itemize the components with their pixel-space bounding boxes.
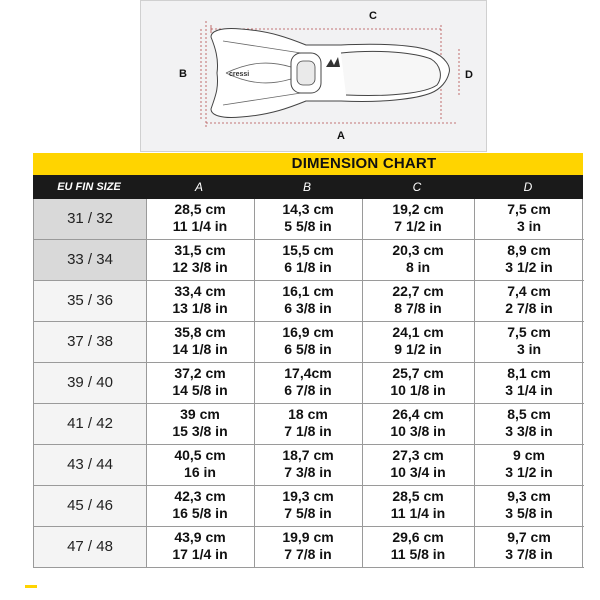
value-cm: 28,5 cm — [392, 488, 444, 504]
dimension-label-c: C — [369, 10, 377, 22]
dimension-cell-d — [474, 445, 584, 485]
fin-size-cell: 33 / 34 — [34, 240, 147, 280]
dimension-cell-b — [254, 240, 363, 280]
value-in: 3 1/2 in — [505, 464, 553, 480]
value-cm: 15,5 cm — [282, 242, 334, 258]
value-in: 13 1/8 in — [172, 300, 228, 316]
dimension-cell-c — [362, 527, 475, 567]
value-in: 10 3/4 in — [390, 464, 446, 480]
dimension-cell-d — [474, 486, 584, 526]
value-in: 15 3/8 in — [172, 423, 228, 439]
value-in: 8 in — [405, 259, 431, 275]
value-in: 7 1/2 in — [394, 218, 442, 234]
dimension-cell-a — [146, 240, 255, 280]
dimension-cell-a — [146, 445, 255, 485]
dimension-cell-d — [474, 363, 584, 403]
value-cm: 33,4 cm — [174, 283, 226, 299]
value-in: 3 7/8 in — [505, 546, 553, 562]
value-in: 14 1/8 in — [172, 341, 228, 357]
dimension-label-a: A — [337, 130, 345, 142]
header-c: C — [412, 180, 422, 194]
fin-size-cell: 41 / 42 — [34, 404, 147, 444]
dimension-cell-d — [474, 281, 584, 321]
value-in: 7 1/8 in — [284, 423, 332, 439]
dimension-cell-b — [254, 527, 363, 567]
value-in: 8 7/8 in — [394, 300, 442, 316]
header-d: D — [523, 180, 533, 194]
header-eu-fin-size: EU FIN SIZE — [57, 181, 121, 193]
dimension-cell-a — [146, 281, 255, 321]
value-in: 3 3/8 in — [505, 423, 553, 439]
value-in: 6 1/8 in — [284, 259, 332, 275]
value-cm: 19,3 cm — [282, 488, 334, 504]
value-cm: 35,8 cm — [174, 324, 226, 340]
dimension-label-b: B — [179, 68, 187, 80]
value-in: 11 5/8 in — [390, 546, 446, 562]
dimension-cell-c — [362, 281, 475, 321]
value-cm: 7,4 cm — [507, 283, 551, 299]
value-in: 6 5/8 in — [284, 341, 332, 357]
value-in: 7 5/8 in — [284, 505, 332, 521]
value-in: 3 1/2 in — [505, 259, 553, 275]
fin-size-cell: 45 / 46 — [34, 486, 147, 526]
table-row — [34, 404, 584, 445]
header-row — [33, 175, 583, 199]
value-in: 7 7/8 in — [284, 546, 332, 562]
dimension-cell-c — [362, 240, 475, 280]
value-cm: 25,7 cm — [392, 365, 444, 381]
value-in: 10 1/8 in — [390, 382, 446, 398]
dimension-cell-c — [362, 445, 475, 485]
dimension-cell-b — [254, 281, 363, 321]
value-cm: 19,2 cm — [392, 201, 444, 217]
dimension-cell-a — [146, 527, 255, 567]
value-cm: 9 cm — [513, 447, 545, 463]
value-cm: 43,9 cm — [174, 529, 226, 545]
value-in: 6 3/8 in — [284, 300, 332, 316]
fin-size-cell: 31 / 32 — [34, 199, 147, 239]
table-row — [34, 199, 584, 240]
value-in: 16 in — [184, 464, 216, 480]
accent-mark — [25, 585, 37, 588]
fin-size-cell: 37 / 38 — [34, 322, 147, 362]
value-cm: 24,1 cm — [392, 324, 444, 340]
dimension-label-d: D — [465, 69, 473, 81]
dimension-cell-a — [146, 322, 255, 362]
dimension-cell-d — [474, 199, 584, 239]
brand-logo-text: cressi — [229, 71, 250, 78]
dimension-cell-c — [362, 199, 475, 239]
fin-outline-illustration — [141, 1, 486, 151]
value-in: 3 1/4 in — [505, 382, 553, 398]
dimension-cell-b — [254, 404, 363, 444]
value-cm: 14,3 cm — [282, 201, 334, 217]
value-in: 16 5/8 in — [172, 505, 228, 521]
value-in: 7 3/8 in — [284, 464, 332, 480]
value-cm: 40,5 cm — [174, 447, 226, 463]
value-cm: 16,1 cm — [282, 283, 334, 299]
dimension-cell-d — [474, 240, 584, 280]
header-a: A — [194, 180, 203, 194]
value-in: 3 in — [516, 218, 542, 234]
value-cm: 31,5 cm — [174, 242, 226, 258]
value-cm: 8,1 cm — [507, 365, 551, 381]
table-row — [34, 363, 584, 404]
fin-size-cell: 43 / 44 — [34, 445, 147, 485]
value-cm: 9,3 cm — [507, 488, 551, 504]
dimension-cell-a — [146, 486, 255, 526]
value-cm: 39 cm — [180, 406, 220, 422]
fin-size-cell: 35 / 36 — [34, 281, 147, 321]
value-cm: 22,7 cm — [392, 283, 444, 299]
value-cm: 28,5 cm — [174, 201, 226, 217]
dimension-cell-c — [362, 486, 475, 526]
table-row — [34, 445, 584, 486]
dimension-cell-b — [254, 322, 363, 362]
dimension-cell-c — [362, 404, 475, 444]
table-row — [34, 486, 584, 527]
dimension-cell-a — [146, 199, 255, 239]
fin-size-cell: 39 / 40 — [34, 363, 147, 403]
value-cm: 20,3 cm — [392, 242, 444, 258]
dimension-cell-c — [362, 363, 475, 403]
value-cm: 7,5 cm — [507, 201, 551, 217]
dimension-cell-b — [254, 445, 363, 485]
value-in: 17 1/4 in — [172, 546, 228, 562]
value-in: 3 5/8 in — [505, 505, 553, 521]
value-in: 3 in — [516, 341, 542, 357]
value-in: 12 3/8 in — [172, 259, 228, 275]
dimension-cell-b — [254, 363, 363, 403]
value-in: 11 1/4 in — [172, 218, 228, 234]
value-cm: 37,2 cm — [174, 365, 226, 381]
value-cm: 42,3 cm — [174, 488, 226, 504]
value-in: 6 7/8 in — [284, 382, 332, 398]
value-in: 11 1/4 in — [390, 505, 446, 521]
chart-title: DIMENSION CHART — [291, 155, 437, 172]
value-in: 14 5/8 in — [172, 382, 228, 398]
fin-size-cell: 47 / 48 — [34, 527, 147, 567]
value-cm: 18 cm — [288, 406, 328, 422]
value-cm: 19,9 cm — [282, 529, 334, 545]
value-cm: 17,4cm — [284, 365, 332, 381]
header-b: B — [302, 180, 311, 194]
value-cm: 16,9 cm — [282, 324, 334, 340]
table-row — [34, 281, 584, 322]
dimension-cell-a — [146, 404, 255, 444]
dimension-cell-a — [146, 363, 255, 403]
value-cm: 9,7 cm — [507, 529, 551, 545]
dimension-cell-c — [362, 322, 475, 362]
value-cm: 8,5 cm — [507, 406, 551, 422]
value-cm: 29,6 cm — [392, 529, 444, 545]
dimension-cell-d — [474, 322, 584, 362]
dimension-cell-d — [474, 404, 584, 444]
value-cm: 8,9 cm — [507, 242, 551, 258]
value-cm: 26,4 cm — [392, 406, 444, 422]
dimension-cell-b — [254, 199, 363, 239]
value-cm: 7,5 cm — [507, 324, 551, 340]
dimension-cell-d — [474, 527, 584, 567]
value-cm: 18,7 cm — [282, 447, 334, 463]
value-in: 5 5/8 in — [284, 218, 332, 234]
table-row — [34, 527, 584, 568]
value-in: 9 1/2 in — [394, 341, 442, 357]
dimension-cell-b — [254, 486, 363, 526]
table-body — [33, 199, 583, 568]
value-in: 10 3/8 in — [390, 423, 446, 439]
value-cm: 27,3 cm — [392, 447, 444, 463]
table-row — [34, 322, 584, 363]
table-row — [34, 240, 584, 281]
fin-diagram — [140, 0, 487, 152]
value-in: 2 7/8 in — [505, 300, 553, 316]
